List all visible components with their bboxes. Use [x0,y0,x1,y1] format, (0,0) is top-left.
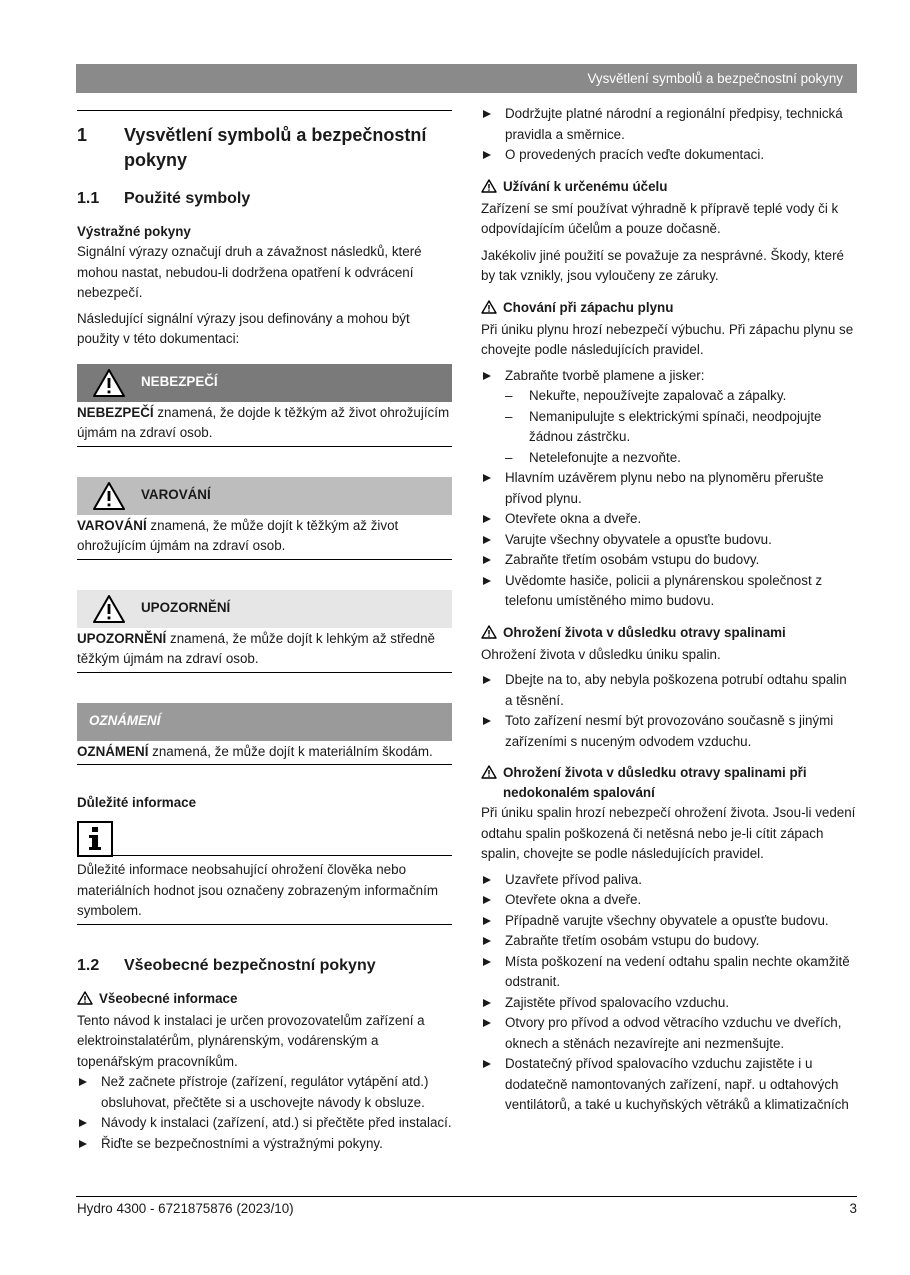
important-info-title: Důležité informace [77,795,197,810]
caution-description [77,628,452,673]
flue-gas-heading [481,623,857,645]
right-column [481,104,857,1116]
notice-box [77,703,452,766]
left-column [77,110,452,1154]
flue-gas-combustion-heading [481,763,857,803]
caution-term: UPOZORNĚNÍ [77,630,167,646]
section-number: 1.1 [77,190,100,207]
warning-description [77,515,452,560]
notice-header [77,703,452,741]
general-info-heading [77,989,452,1011]
info-rule [113,855,452,856]
list-item [481,366,857,387]
danger-header [77,364,452,402]
section-number: 1.2 [77,956,100,974]
sublist-item: – Nekuřte, nepoužívejte zapalovač a zápalky. [481,386,857,407]
list-item: Toto zařízení nesmí být provozováno současně s jinými zařízeními s nuceným odvodem vzduchu. [481,711,857,752]
flue-gas-combustion-list [481,870,857,1116]
warning-signs-text-2: Následující signální výrazy jsou definovány a mohou být použity v této dokumentaci: [77,310,410,346]
list-item: Otvory pro přívod a odvod větracího vzduchu ve dveřích, oknech a stěnách nezavírejte ani nezmenšujte. [481,1013,857,1054]
regulation-list [481,104,857,166]
danger-label: NEBEZPEČÍ [141,374,218,390]
footer-document-id: Hydro 4300 - 6721875876 (2023/10) [77,1201,294,1216]
list-item: Případně varujte všechny obyvatele a opusťte budovu. [481,911,857,932]
page-header [76,64,857,93]
notice-label: OZNÁMENÍ [89,713,161,729]
section-title: Použité symboly [124,190,251,207]
intended-use-text-2: Jakékoliv jiné použití se považuje za nesprávné. Škody, které by tak vznikly, jsou vyloučeny ze záruky. [481,247,844,283]
notice-term: OZNÁMENÍ [77,743,149,759]
warning-label: VAROVÁNÍ [141,487,211,503]
warning-triangle-icon [481,179,498,199]
warning-triangle-icon [77,594,141,624]
gas-smell-list-continued [481,468,857,612]
general-info-list [77,1072,452,1154]
gas-smell-heading [481,298,857,320]
info-symbol-row [77,819,452,857]
page-number: 3 [849,1201,857,1216]
danger-description [77,402,452,447]
list-item: Dbejte na to, aby nebyla poškozena potrubí odtahu spalin a těsnění. [481,670,857,711]
flue-gas-title: Ohrožení života v důsledku otravy spalinami [503,624,786,640]
caution-box [77,590,452,673]
list-item: Otevřete okna a dveře. [481,509,857,530]
flue-gas-combustion-text: Při úniku spalin hrozí nebezpečí ohrožení života. Jsou-li vedení odtahu spalin poškozená či netěsná nebo je-li cítit zápach spalin, chovejte se podle následujících pravidel. [481,805,856,861]
general-info-title: Všeobecné informace [99,990,238,1006]
list-item: Zabraňte třetím osobám vstupu do budovy. [481,931,857,952]
list-item: Řiďte se bezpečnostními a výstražnými pokyny. [77,1134,452,1155]
chapter-number: 1 [77,125,88,145]
warning-header [77,477,452,515]
warning-box [77,477,452,560]
list-item: Uzavřete přívod paliva. [481,870,857,891]
warning-triangle-icon [77,991,94,1011]
warning-triangle-icon [481,625,498,645]
gas-smell-text: Při úniku plynu hrozí nebezpečí výbuchu. Při zápachu plynu se chovejte podle následujících pravidel. [481,321,854,357]
intended-use-text-1: Zařízení se smí používat výhradně k přípravě teplé vody či k odpovídajícím účelům a pouze dočasně. [481,200,839,236]
intended-use-heading [481,177,857,199]
caution-label: UPOZORNĚNÍ [141,600,231,616]
info-icon [77,821,113,857]
section-title: Všeobecné bezpečnostní pokyny [124,956,376,974]
warning-triangle-icon [481,300,498,320]
caution-header [77,590,452,628]
chapter-title: Vysvětlení symbolů a bezpečnostní pokyny [124,125,427,170]
intended-use-title: Užívání k určenému účelu [503,178,668,194]
list-item: Dostatečný přívod spalovacího vzduchu zajistěte i u dodatečně namontovaných zařízení, např. u odtahových ventilátorů, a také u kuchyňských větráků a klimatizačních [481,1054,857,1116]
list-item: Dodržujte platné národní a regionální předpisy, technická pravidla a směrnice. [481,104,857,145]
list-item: Hlavním uzávěrem plynu nebo na plynoměru přerušte přívod plynu. [481,468,857,509]
flue-gas-text: Ohrožení života v důsledku úniku spalin. [481,646,721,662]
gas-smell-sublist [481,386,857,468]
list-item: Uvědomte hasiče, policii a plynárenskou společnost z telefonu umístěného mimo budovu. [481,571,857,612]
danger-text: znamená, že dojde k těžkým až život ohrožujícím újmám na zdraví osob. [77,404,450,440]
list-item: Než začnete přístroje (zařízení, regulátor vytápění atd.) obsluhovat, přečtěte si a uschovejte návody k obsluze. [77,1072,452,1113]
footer-rule [76,1196,857,1197]
danger-box [77,364,452,447]
gas-smell-title: Chování při zápachu plynu [503,299,674,315]
chapter-rule [77,110,452,111]
list-item: Varujte všechny obyvatele a opusťte budovu. [481,530,857,551]
caution-text: znamená, že může dojít k lehkým až středně těžkým újmám na zdraví osob. [77,630,435,666]
list-item: Zajistěte přívod spalovacího vzduchu. [481,993,857,1014]
chapter-heading [77,123,452,173]
list-item: O provedených pracích veďte dokumentaci. [481,145,857,166]
gas-smell-list [481,366,857,387]
warning-text: znamená, že může dojít k těžkým až život ohrožujícím újmám na zdraví osob. [77,517,399,553]
sublist-item: – Netelefonujte a nezvoňte. [481,448,857,469]
notice-text: znamená, že může dojít k materiálním škodám. [148,743,433,759]
list-item: Otevřete okna a dveře. [481,890,857,911]
list-item: Zabraňte třetím osobám vstupu do budovy. [481,550,857,571]
flue-gas-list [481,670,857,752]
header-title: Vysvětlení symbolů a bezpečnostní pokyny [587,71,843,86]
warning-signs-title: Výstražné pokyny [77,224,191,239]
notice-description [77,741,452,766]
warning-triangle-icon [481,765,498,785]
important-info-text: Důležité informace neobsahující ohrožení člověka nebo materiálních hodnot jsou označeny zobrazeným informačním symbolem. [77,859,452,925]
warning-term: VAROVÁNÍ [77,517,147,533]
warning-triangle-icon [77,368,141,398]
danger-term: NEBEZPEČÍ [77,404,154,420]
section-heading-1-2 [77,955,452,977]
warning-triangle-icon [77,481,141,511]
sublist-item: – Nemanipulujte s elektrickými spínači, neodpojujte žádnou zástrčku. [481,407,857,448]
general-info-text: Tento návod k instalaci je určen provozovatelům zařízení a elektroinstalatérům, plynárenským, vodárenským a topenářským pracovníkům. [77,1012,425,1069]
list-item-text: Zabraňte tvorbě plamene a jisker: [505,367,705,383]
section-heading-1-1 [77,188,452,210]
warning-signs-text-1: Signální výrazy označují druh a závažnost následků, které mohou nastat, nebudou-li dodržena opatření k odvrácení nebezpečí. [77,244,422,300]
list-item: Návody k instalaci (zařízení, atd.) si přečtěte před instalací. [77,1113,452,1134]
list-item: Místa poškození na vedení odtahu spalin nechte okamžitě odstranit. [481,952,857,993]
flue-gas-combustion-title: Ohrožení života v důsledku otravy spalinami při nedokonalém spalování [503,765,807,800]
